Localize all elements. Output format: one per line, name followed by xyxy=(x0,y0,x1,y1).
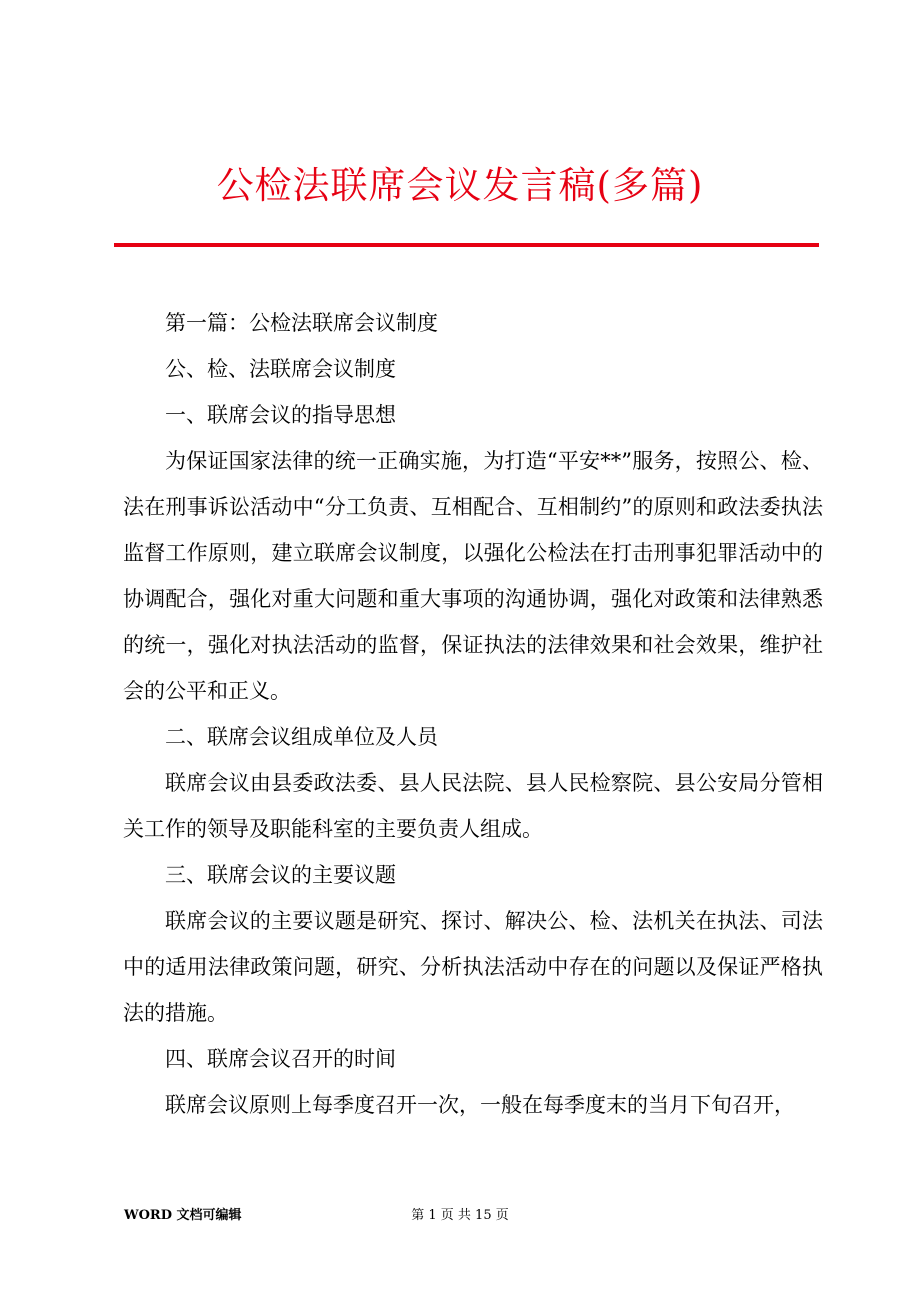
paragraph: 二、联席会议组成单位及人员 xyxy=(165,725,438,749)
paragraph: 联席会议的主要议题是研究、探讨、解决公、检、法机关在执法、司法中的适用法律政策问题，研究、分析执法活动中存在的问题以及保证严格执法的措施。 xyxy=(123,909,823,1025)
paragraph: 为保证国家法律的统一正确实施，为打造“平安**”服务，按照公、检、法在刑事诉讼活动中“分工负责、互相配合、互相制约”的原则和政法委执法监督工作原则，建立联席会议制度，以强化公检法在打击刑事犯罪活动中的协调配合，强化对重大问题和重大事项的沟通协调，强化对政策和法律熟悉的统一，强化对执法活动的监督，保证执法的法律效果和社会效果，维护社会的公平和正义。 xyxy=(123,449,823,703)
paragraph: 第一篇：公检法联席会议制度 xyxy=(165,311,438,335)
paragraph: 一、联席会议的指导思想 xyxy=(165,403,396,427)
paragraph: 公、检、法联席会议制度 xyxy=(165,357,396,381)
paragraph: 联席会议原则上每季度召开一次，一般在每季度末的当月下旬召开， xyxy=(165,1093,795,1117)
paragraph: 联席会议由县委政法委、县人民法院、县人民检察院、县公安局分管相关工作的领导及职能科室的主要负责人组成。 xyxy=(123,771,823,841)
footer-editable-label: WORD 文档可编辑 xyxy=(124,1208,242,1223)
document-body xyxy=(123,300,823,1128)
paragraph: 三、联席会议的主要议题 xyxy=(165,863,396,887)
document-title: 公检法联席会议发言稿(多篇) xyxy=(216,164,704,207)
title-divider xyxy=(114,243,819,247)
paragraph: 四、联席会议召开的时间 xyxy=(165,1047,396,1071)
footer-page-number: 第 1 页 共 15 页 xyxy=(411,1208,509,1223)
